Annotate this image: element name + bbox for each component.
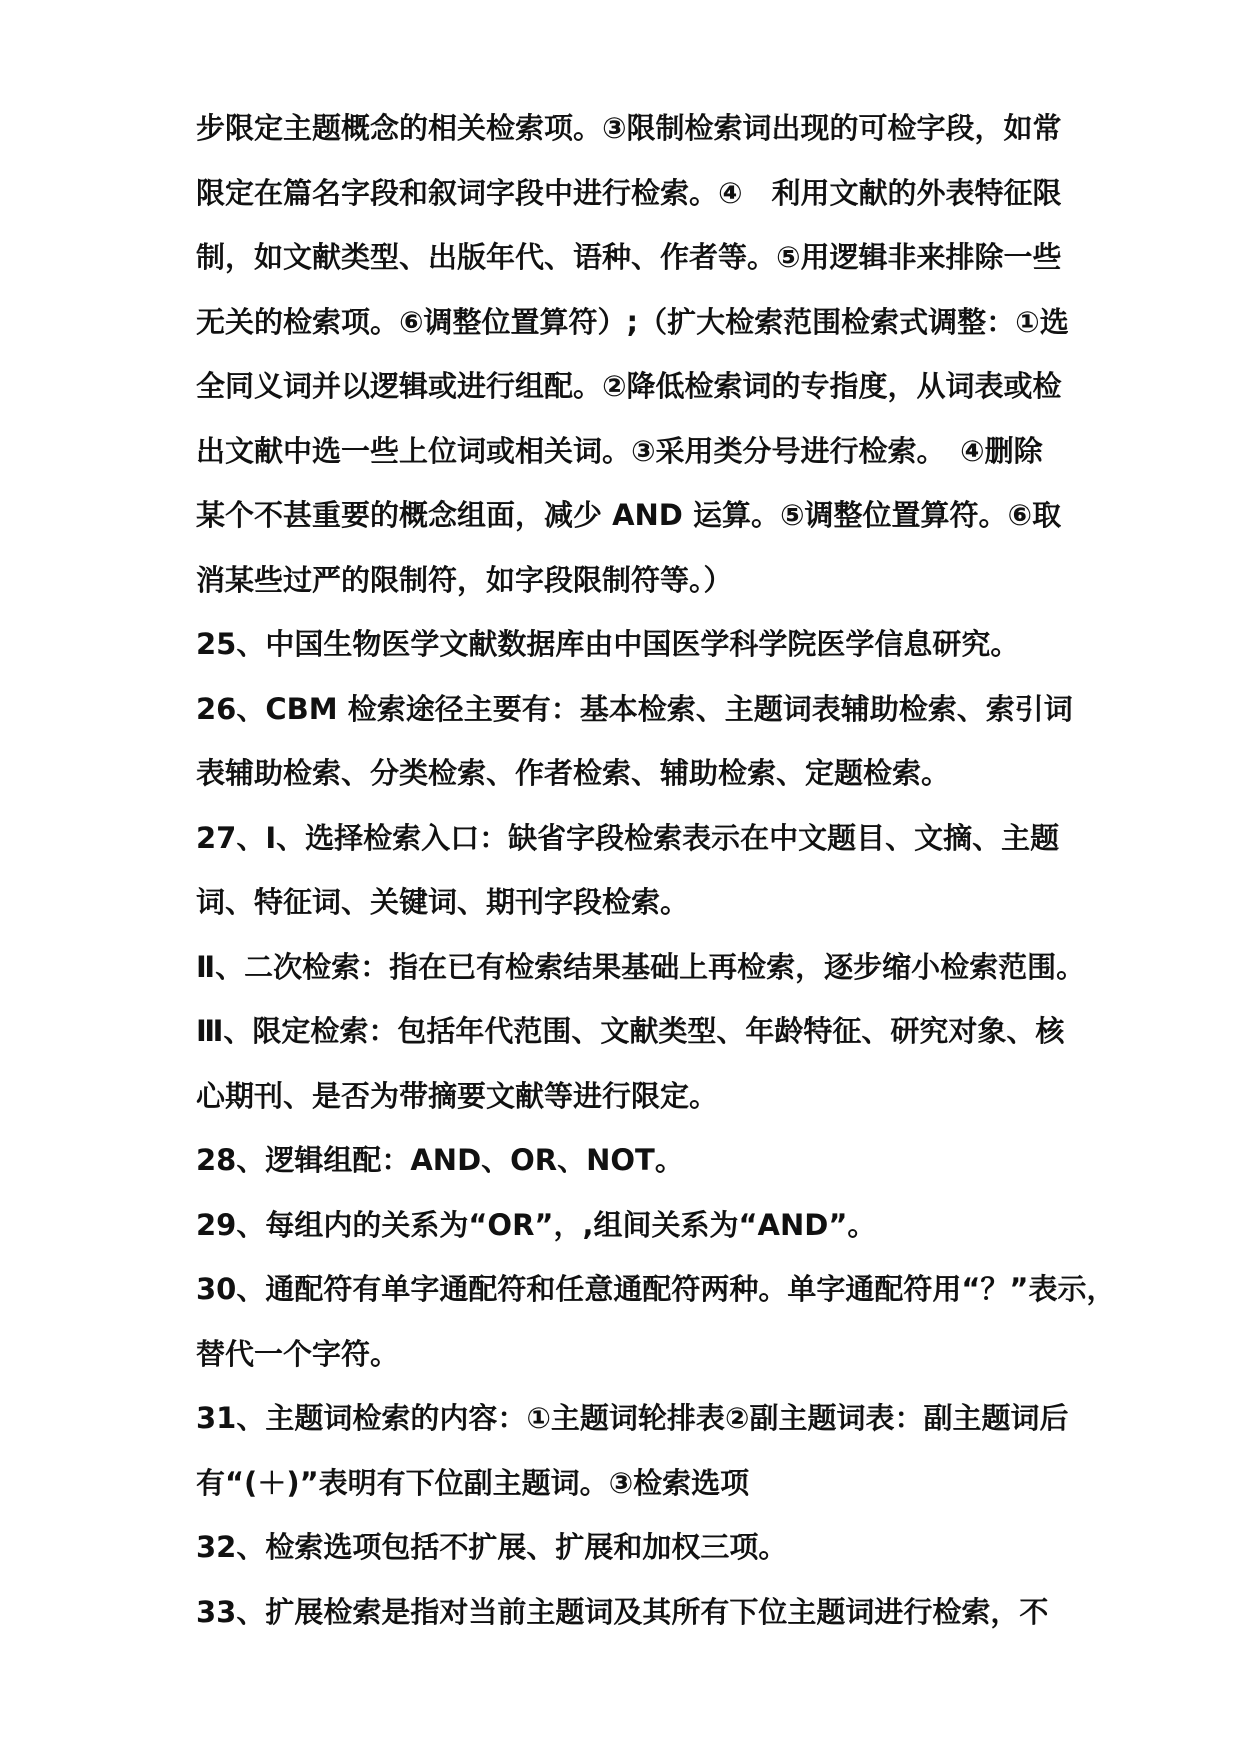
text-line: 28、逻辑组配：AND、OR、NOT。 [196,1143,684,1177]
text-line: 有“(＋)”表明有下位副主题词。③检索选项 [196,1465,750,1500]
text-line: 制，如文献类型、出版年代、语种、作者等。⑤用逻辑非来排除一些 [196,240,1062,274]
text-line: 心期刊、是否为带摘要文献等进行限定。 [196,1078,719,1113]
text-line: Ⅲ、限定检索：包括年代范围、文献类型、年龄特征、研究对象、核 [196,1014,1065,1048]
text-line: 出文献中选一些上位词或相关词。③采用类分号进行检索。 ④删除 [196,433,1043,468]
text-line: 消某些过严的限制符，如字段限制符等。） [196,562,733,597]
text-line: 表辅助检索、分类检索、作者检索、辅助检索、定题检索。 [196,756,951,790]
text-line: 29、每组内的关系为“OR”，,组间关系为“AND”。 [196,1207,877,1242]
text-line: 30、通配符有单字通配符和任意通配符两种。单字通配符用“？”表示， [196,1272,1116,1306]
text-line: 限定在篇名字段和叙词字段中进行检索。④ 利用文献的外表特征限 [196,175,1062,210]
text-line: 全同义词并以逻辑或进行组配。②降低检索词的专指度，从词表或检 [196,369,1062,403]
text-line: 步限定主题概念的相关检索项。③限制检索词出现的可检字段，如常 [196,111,1062,145]
text-line: 无关的检索项。⑥调整位置算符）;（扩大检索范围检索式调整：①选 [196,304,1069,339]
text-line: 替代一个字符。 [196,1336,400,1371]
text-line: 某个不甚重要的概念组面，减少 AND 运算。⑤调整位置算符。⑥取 [196,498,1062,532]
document-text [196,96,1216,1644]
text-line: 词、特征词、关键词、期刊字段检索。 [196,885,690,919]
text-line: 27、Ⅰ、选择检索入口：缺省字段检索表示在中文题目、文摘、主题 [196,820,1060,855]
text-line: 25、中国生物医学文献数据库由中国医学科学院医学信息研究。 [196,627,1020,661]
text-line: 31、主题词检索的内容：①主题词轮排表②副主题词表：副主题词后 [196,1401,1069,1435]
text-line: 32、检索选项包括不扩展、扩展和加权三项。 [196,1530,788,1564]
text-line: 26、CBM 检索途径主要有：基本检索、主题词表辅助检索、索引词 [196,691,1073,726]
text-line: Ⅱ、二次检索：指在已有检索结果基础上再检索，逐步缩小检索范围。 [196,949,1086,984]
text-line: 33、扩展检索是指对当前主题词及其所有下位主题词进行检索，不 [196,1594,1049,1629]
